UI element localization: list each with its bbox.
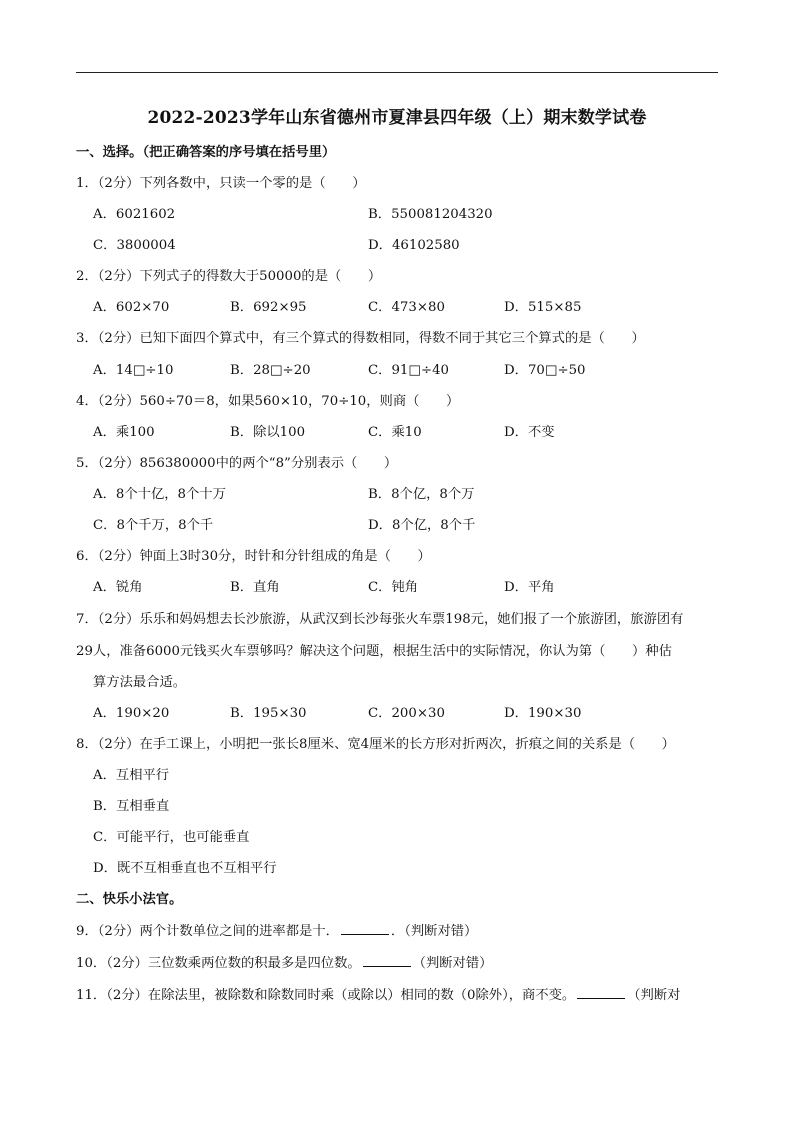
q4-option-d: D．不变 (504, 425, 555, 440)
q7-option-a: A．190×20 (93, 706, 170, 721)
q1-option-c: C．3800004 (93, 238, 176, 253)
q9-answer-blank[interactable] (341, 922, 389, 935)
q7-option-d: D．190×30 (504, 706, 582, 721)
question-7-stem-line-2: 29人，准备6000元钱买火车票够吗？解决这个问题，根据生活中的实际情况，你认为第（ ）种估 (76, 644, 672, 659)
question-3-stem: 3．（2分）已知下面四个算式中，有三个算式的得数相同，得数不同于其它三个算式的是（ ） (76, 331, 645, 346)
q6-option-a: A．锐角 (93, 580, 143, 595)
section-heading-choice: 一、选择。（把正确答案的序号填在括号里） (76, 145, 336, 160)
q5-option-d: D．8个亿，8个千 (368, 518, 476, 533)
q4-option-a: A．乘100 (93, 425, 155, 440)
q7-option-b: B．195×30 (230, 706, 307, 721)
question-8-stem: 8．（2分）在手工课上，小明把一张长8厘米、宽4厘米的长方形对折两次，折痕之间的关系是（ ） (76, 737, 675, 752)
q10-text: 10．（2分）三位数乘两位数的积最多是四位数。 (76, 956, 361, 971)
q8-option-b: B．互相垂直 (93, 799, 170, 814)
q7-option-c: C．200×30 (368, 706, 445, 721)
q5-option-b: B．8个亿，8个万 (368, 487, 475, 502)
q10-suffix: （判断对错） (412, 956, 493, 971)
q6-option-b: B．直角 (230, 580, 280, 595)
question-1-stem: 1．（2分）下列各数中，只读一个零的是（ ） (76, 176, 366, 191)
q3-option-b: B．28□÷20 (230, 363, 311, 378)
section-heading-judge: 二、快乐小法官。 (76, 892, 183, 907)
q4-option-b: B．除以100 (230, 425, 306, 440)
q9-text: 9．（2分）两个计数单位之间的进率都是十． (76, 924, 339, 939)
q11-text: 11．（2分）在除法里，被除数和除数同时乘（或除以）相同的数（0除外），商不变。 (76, 988, 576, 1003)
q5-option-c: C．8个千万，8个千 (93, 518, 214, 533)
q6-option-c: C．钝角 (368, 580, 419, 595)
q8-option-d: D．既不互相垂直也不互相平行 (93, 861, 277, 876)
q1-option-a: A．6021602 (93, 207, 176, 222)
question-11 (76, 986, 680, 1005)
header-rule (76, 72, 718, 73)
q2-option-d: D．515×85 (504, 300, 582, 315)
q8-option-a: A．互相平行 (93, 768, 170, 783)
q9-suffix: ．（判断对错） (390, 924, 478, 939)
q11-answer-blank[interactable] (577, 986, 625, 999)
q1-option-b: B．550081204320 (368, 207, 493, 222)
question-4-stem: 4．（2分）560÷70＝8，如果560×10，70÷10，则商（ ） (76, 394, 460, 409)
q2-option-c: C．473×80 (368, 300, 445, 315)
page-title: 2022-2023学年山东省德州市夏津县四年级（上）期末数学试卷 (147, 108, 647, 128)
question-6-stem: 6．（2分）钟面上3时30分，时针和分针组成的角是（ ） (76, 549, 431, 564)
question-10 (76, 954, 492, 973)
q2-option-b: B．692×95 (230, 300, 307, 315)
question-7-stem-line-1: 7．（2分）乐乐和妈妈想去长沙旅游，从武汉到长沙每张火车票198元，她们报了一个旅游团，旅游团有 (76, 612, 684, 627)
q5-option-a: A．8个十亿，8个十万 (93, 487, 226, 502)
q3-option-a: A．14□÷10 (93, 363, 174, 378)
q8-option-c: C．可能平行，也可能垂直 (93, 830, 250, 845)
question-2-stem: 2．（2分）下列式子的得数大于50000的是（ ） (76, 269, 382, 284)
question-5-stem: 5．（2分）856380000中的两个“8”分别表示（ ） (76, 456, 398, 471)
question-7-stem-line-3: 算方法最合适。 (93, 675, 187, 690)
q1-option-d: D．46102580 (368, 238, 460, 253)
q11-suffix: （判断对 (627, 988, 681, 1003)
q6-option-d: D．平角 (504, 580, 555, 595)
q4-option-c: C．乘10 (368, 425, 422, 440)
question-9 (76, 922, 477, 941)
q3-option-d: D．70□÷50 (504, 363, 586, 378)
q2-option-a: A．602×70 (93, 300, 170, 315)
q3-option-c: C．91□÷40 (368, 363, 450, 378)
q10-answer-blank[interactable] (363, 954, 411, 967)
